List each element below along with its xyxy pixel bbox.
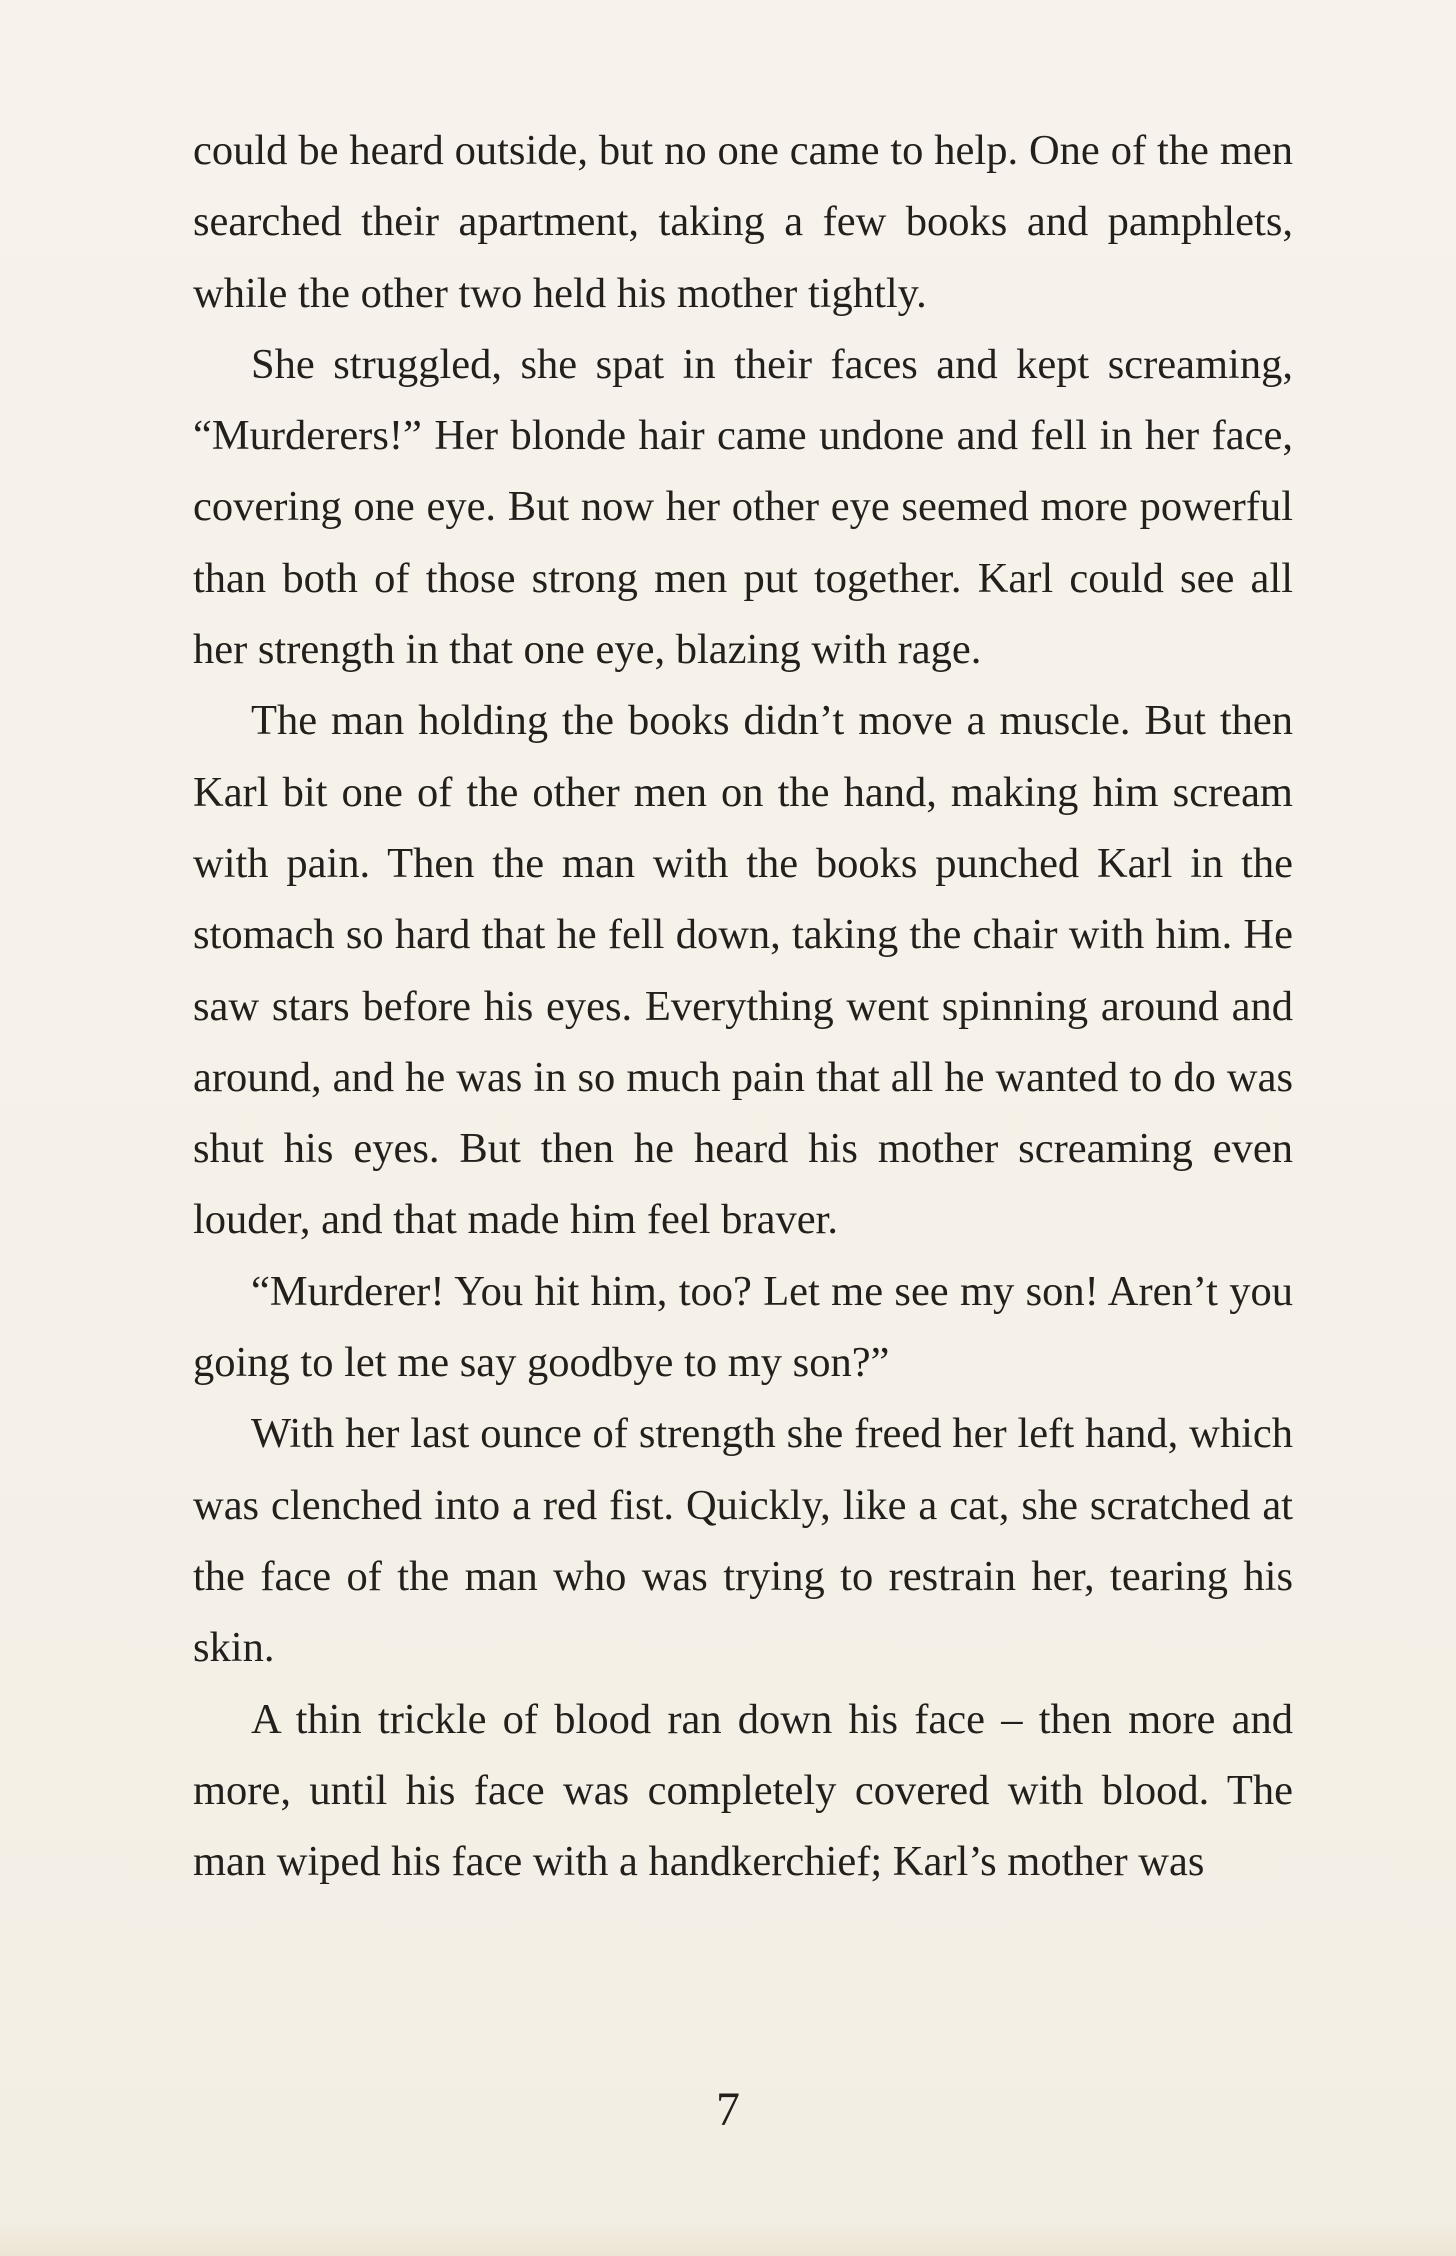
paragraph-5: With her last ounce of strength she freed her left hand, which was clenched into a red fist. Quickly, like a cat, she scratched at the face of the man who was trying to restrain her, tearing his skin. [193,1410,1293,1672]
page-number: 7 [716,2083,740,2136]
paragraph-1: could be heard outside, but no one came to help. One of the men searched their apartment, taking a few books and pamphlets, while the other two held his mother tightly. [193,127,1293,317]
paragraph-6: A thin trickle of blood ran down his face – then more and more, until his face was completely covered with blood. The man wiped his face with a handkerchief; Karl’s mother was [193,1695,1293,1886]
paragraph-2: She struggled, she spat in their faces and kept screaming, “Murderers!” Her blonde hair came undone and fell in her face, covering one eye. But now her other eye seemed more powerful than both of those strong men put together. Karl could see all her strength in that one eye, blazing with rage. [193,340,1293,674]
paragraph-3: The man holding the books didn’t move a muscle. But then Karl bit one of the other men on the hand, making him scream with pain. Then the man with the books punched Karl in the stomach so hard that he fell down, taking the chair with him. He saw stars before his eyes. Everything went spinning around and around, and he was in so much pain that all he wanted to do was shut his eyes. But then he heard his mother screaming even louder, and that made him feel braver. [193,697,1293,1244]
body-text [193,115,1293,1897]
paragraph-4: “Murderer! You hit him, too? Let me see my son! Aren’t you going to let me say goodbye to my son?” [193,1267,1293,1387]
